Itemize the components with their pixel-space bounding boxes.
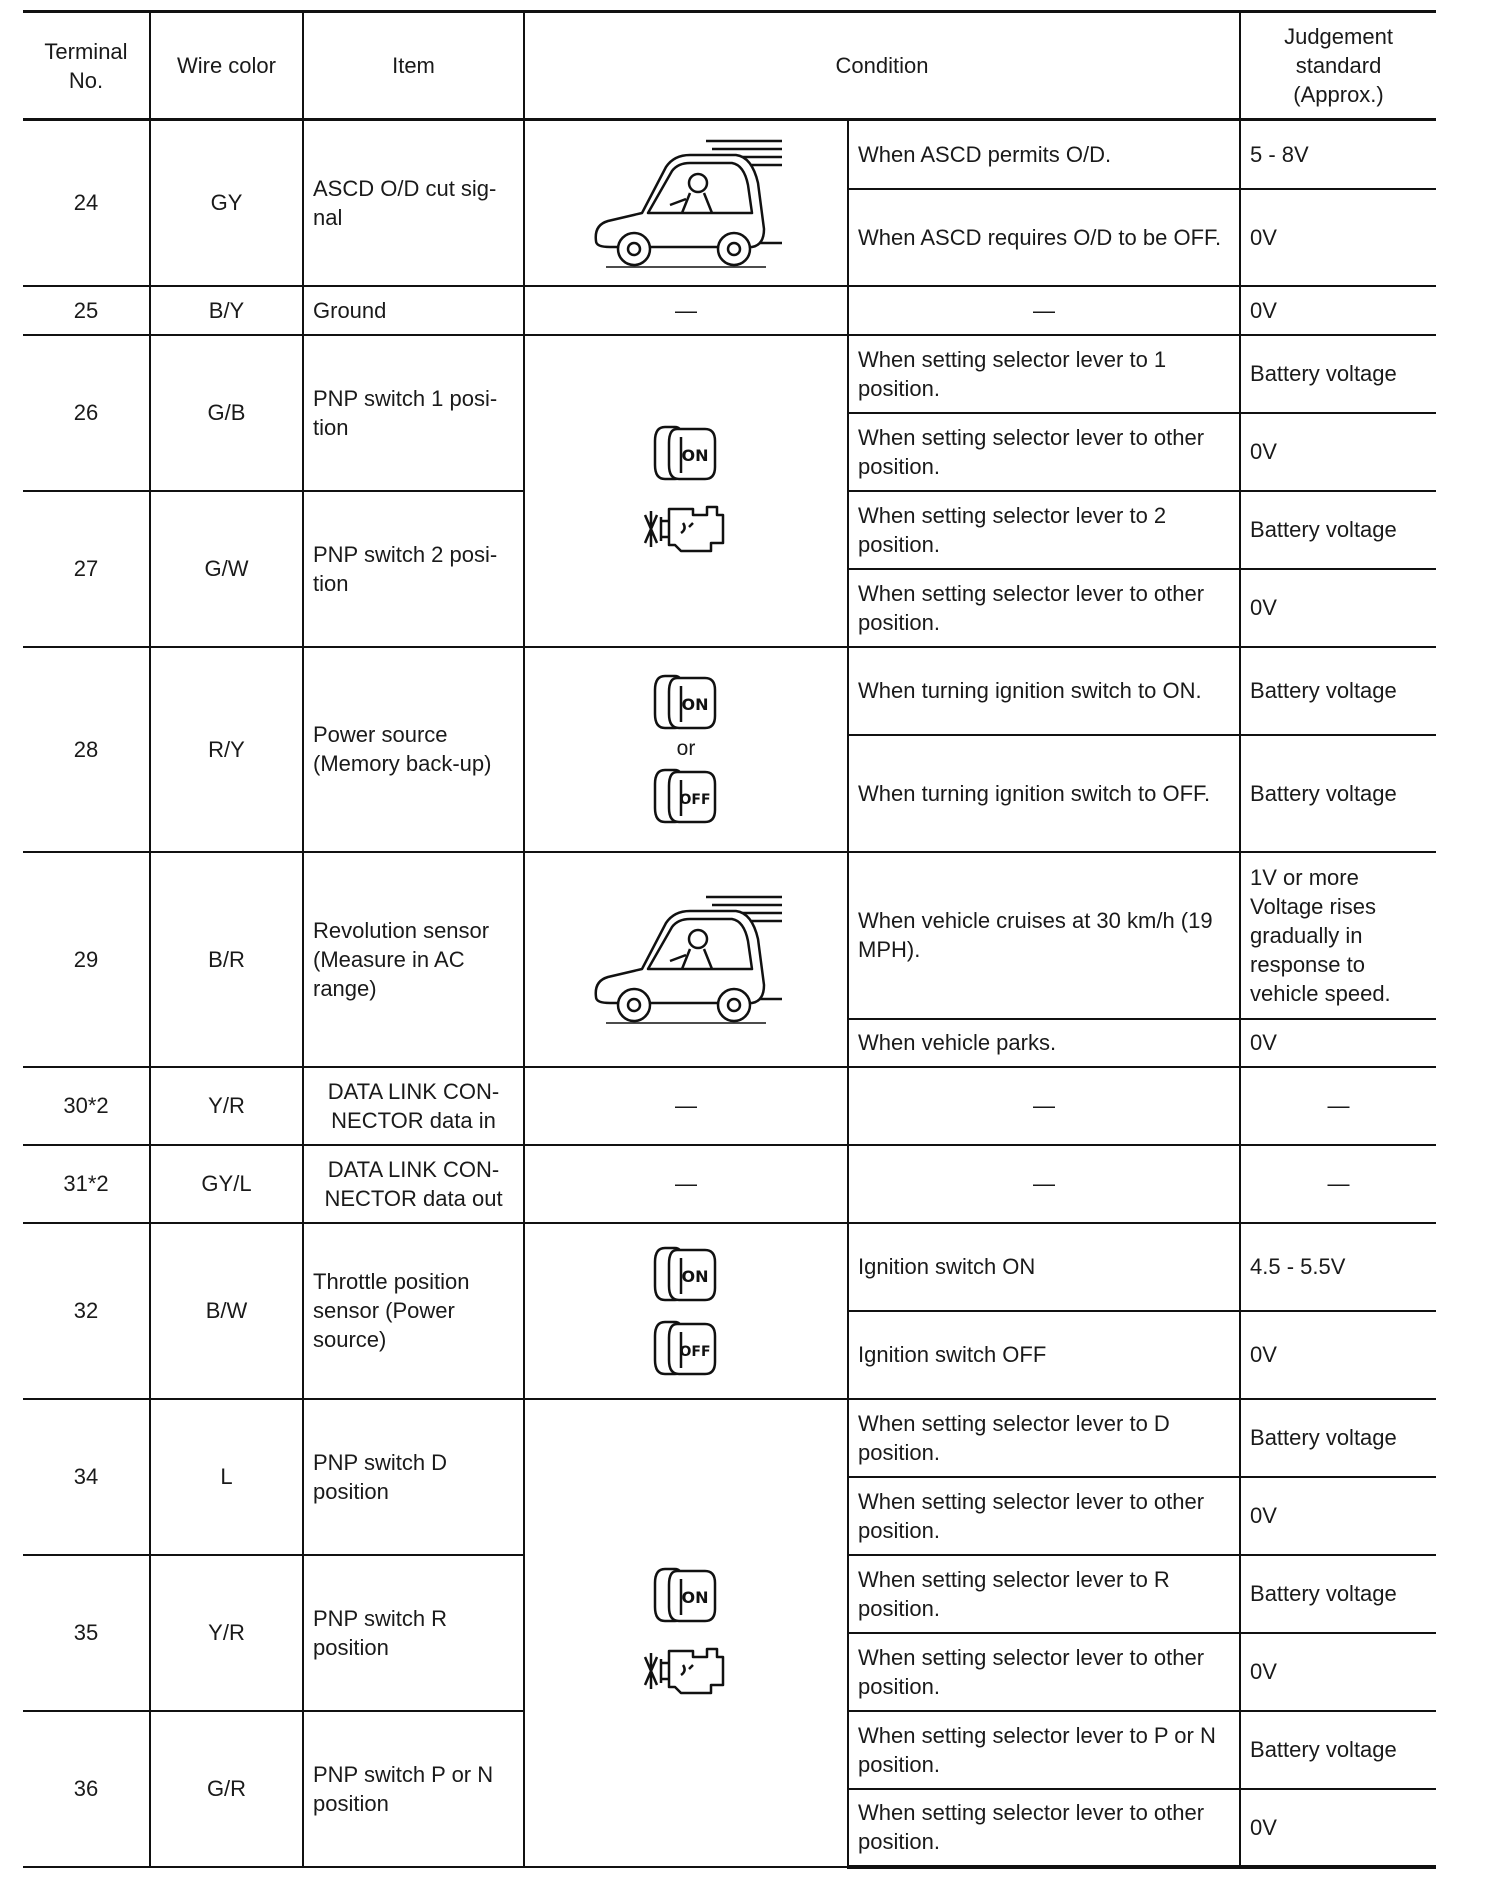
key-label: OFF bbox=[679, 1343, 711, 1360]
judgement-cell: Battery voltage bbox=[1240, 1711, 1436, 1789]
item-cell: DATA LINK CON-NECTOR data out bbox=[303, 1145, 524, 1223]
judgement-cell: — bbox=[1240, 1145, 1436, 1223]
judgement-cell: Battery voltage bbox=[1240, 735, 1436, 852]
condition-cell: When turning ignition switch to ON. bbox=[848, 647, 1240, 735]
condition-icon-cell bbox=[524, 120, 848, 286]
header-condition: Condition bbox=[524, 12, 1240, 120]
ignition-key-on-icon bbox=[651, 1563, 721, 1627]
condition-icon-cell bbox=[524, 1399, 848, 1867]
ignition-key-on-icon bbox=[651, 1242, 721, 1306]
table-row bbox=[23, 647, 1436, 735]
condition-cell: When ASCD requires O/D to be OFF. bbox=[848, 189, 1240, 286]
condition-icon-cell: — bbox=[524, 286, 848, 335]
table-row bbox=[23, 1145, 1436, 1223]
wire-color-cell: B/Y bbox=[150, 286, 303, 335]
header-item: Item bbox=[303, 12, 524, 120]
moving-car-icon bbox=[586, 133, 786, 273]
item-cell: PNP switch 2 posi-tion bbox=[303, 491, 524, 647]
condition-cell: When setting selector lever to other position. bbox=[848, 1789, 1240, 1867]
terminal-cell: 35 bbox=[23, 1555, 150, 1711]
wire-color-cell: G/R bbox=[150, 1711, 303, 1867]
terminal-cell: 29 bbox=[23, 852, 150, 1067]
terminal-table-sheet bbox=[23, 10, 1436, 1869]
wire-color-cell: G/W bbox=[150, 491, 303, 647]
judgement-cell: 1V or more Voltage rises gradually in response to vehicle speed. bbox=[1240, 852, 1436, 1019]
key-label: OFF bbox=[679, 792, 711, 808]
terminal-cell: 36 bbox=[23, 1711, 150, 1867]
condition-cell: When turning ignition switch to OFF. bbox=[848, 735, 1240, 852]
judgement-cell: 0V bbox=[1240, 189, 1436, 286]
condition-cell: When setting selector lever to 1 position. bbox=[848, 335, 1240, 413]
moving-car-icon bbox=[586, 889, 786, 1029]
condition-icon-cell bbox=[524, 335, 848, 647]
terminal-cell: 24 bbox=[23, 120, 150, 286]
ignition-key-off-icon bbox=[651, 1316, 721, 1380]
table-row bbox=[23, 1399, 1436, 1477]
judgement-cell: 0V bbox=[1240, 1789, 1436, 1867]
item-cell: Revolution sensor (Measure in AC range) bbox=[303, 852, 524, 1067]
judgement-cell: 4.5 - 5.5V bbox=[1240, 1223, 1436, 1311]
condition-cell: When setting selector lever to D position. bbox=[848, 1399, 1240, 1477]
wire-color-cell: Y/R bbox=[150, 1067, 303, 1145]
judgement-cell: 0V bbox=[1240, 569, 1436, 647]
key-label: ON bbox=[681, 1266, 709, 1286]
terminal-cell: 32 bbox=[23, 1223, 150, 1399]
condition-cell: When setting selector lever to other position. bbox=[848, 413, 1240, 491]
engine-running-icon bbox=[641, 497, 731, 561]
wire-color-cell: R/Y bbox=[150, 647, 303, 852]
terminal-cell: 31*2 bbox=[23, 1145, 150, 1223]
table-row bbox=[23, 1067, 1436, 1145]
wire-color-cell: G/B bbox=[150, 335, 303, 491]
wire-color-cell: GY bbox=[150, 120, 303, 286]
condition-cell: When setting selector lever to other position. bbox=[848, 1633, 1240, 1711]
condition-cell: Ignition switch ON bbox=[848, 1223, 1240, 1311]
ignition-key-off-icon bbox=[651, 764, 721, 828]
ignition-key-on-icon bbox=[651, 421, 721, 485]
judgement-cell: — bbox=[1240, 1067, 1436, 1145]
condition-cell: When setting selector lever to 2 position. bbox=[848, 491, 1240, 569]
terminal-cell: 34 bbox=[23, 1399, 150, 1555]
condition-cell: When vehicle cruises at 30 km/h (19 MPH). bbox=[848, 852, 1240, 1019]
key-label: ON bbox=[681, 445, 709, 465]
terminal-cell: 26 bbox=[23, 335, 150, 491]
item-cell: PNP switch R position bbox=[303, 1555, 524, 1711]
condition-icon-cell bbox=[524, 1223, 848, 1399]
header-terminal: Terminal No. bbox=[23, 12, 150, 120]
table-row bbox=[23, 852, 1436, 1019]
ignition-key-on-icon bbox=[651, 670, 721, 734]
terminal-table bbox=[23, 10, 1436, 1869]
wire-color-cell: B/R bbox=[150, 852, 303, 1067]
table-row bbox=[23, 335, 1436, 413]
judgement-cell: Battery voltage bbox=[1240, 647, 1436, 735]
condition-cell: When setting selector lever to R position. bbox=[848, 1555, 1240, 1633]
item-cell: PNP switch D position bbox=[303, 1399, 524, 1555]
table-row bbox=[23, 286, 1436, 335]
condition-cell: When setting selector lever to other position. bbox=[848, 1477, 1240, 1555]
item-cell: ASCD O/D cut sig-nal bbox=[303, 120, 524, 286]
condition-icon-cell bbox=[524, 852, 848, 1067]
table-row bbox=[23, 1223, 1436, 1311]
judgement-cell: Battery voltage bbox=[1240, 1555, 1436, 1633]
item-cell: Power source (Memory back-up) bbox=[303, 647, 524, 852]
condition-cell: When setting selector lever to P or N position. bbox=[848, 1711, 1240, 1789]
wire-color-cell: L bbox=[150, 1399, 303, 1555]
condition-cell: — bbox=[848, 286, 1240, 335]
wire-color-cell: Y/R bbox=[150, 1555, 303, 1711]
judgement-cell: 0V bbox=[1240, 1633, 1436, 1711]
table-row bbox=[23, 120, 1436, 189]
condition-cell: When vehicle parks. bbox=[848, 1019, 1240, 1067]
judgement-cell: 0V bbox=[1240, 1019, 1436, 1067]
terminal-cell: 28 bbox=[23, 647, 150, 852]
wire-color-cell: GY/L bbox=[150, 1145, 303, 1223]
condition-cell: When ASCD permits O/D. bbox=[848, 120, 1240, 189]
item-cell: Throttle position sensor (Power source) bbox=[303, 1223, 524, 1399]
item-cell: PNP switch 1 posi-tion bbox=[303, 335, 524, 491]
item-cell: Ground bbox=[303, 286, 524, 335]
condition-icon-cell: — bbox=[524, 1145, 848, 1223]
condition-icon-cell bbox=[524, 647, 848, 852]
terminal-cell: 25 bbox=[23, 286, 150, 335]
condition-cell: When setting selector lever to other position. bbox=[848, 569, 1240, 647]
item-cell: DATA LINK CON-NECTOR data in bbox=[303, 1067, 524, 1145]
judgement-cell: 0V bbox=[1240, 1311, 1436, 1399]
judgement-cell: Battery voltage bbox=[1240, 491, 1436, 569]
table-header-row bbox=[23, 12, 1436, 120]
judgement-cell: 0V bbox=[1240, 1477, 1436, 1555]
condition-cell: Ignition switch OFF bbox=[848, 1311, 1240, 1399]
key-label: ON bbox=[681, 695, 709, 714]
judgement-cell: Battery voltage bbox=[1240, 1399, 1436, 1477]
wire-color-cell: B/W bbox=[150, 1223, 303, 1399]
item-cell: PNP switch P or N position bbox=[303, 1711, 524, 1867]
condition-icon-cell: — bbox=[524, 1067, 848, 1145]
key-label: ON bbox=[681, 1587, 709, 1607]
judgement-cell: 0V bbox=[1240, 286, 1436, 335]
or-label: or bbox=[676, 737, 696, 760]
condition-cell: — bbox=[848, 1145, 1240, 1223]
judgement-cell: Battery voltage bbox=[1240, 335, 1436, 413]
engine-running-icon bbox=[641, 1639, 731, 1703]
condition-cell: — bbox=[848, 1067, 1240, 1145]
terminal-cell: 30*2 bbox=[23, 1067, 150, 1145]
header-judgement: Judgement standard (Approx.) bbox=[1240, 12, 1436, 120]
terminal-cell: 27 bbox=[23, 491, 150, 647]
judgement-cell: 5 - 8V bbox=[1240, 120, 1436, 189]
header-wire-color: Wire color bbox=[150, 12, 303, 120]
judgement-cell: 0V bbox=[1240, 413, 1436, 491]
